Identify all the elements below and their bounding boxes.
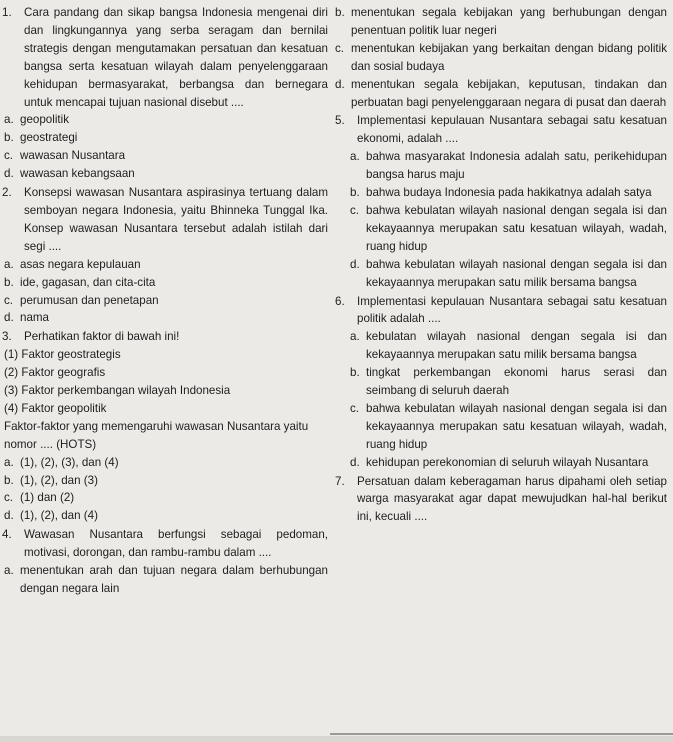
option-d[interactable]: d. menentukan segala kebijakan, keputusan, tindakan dan perbuatan bagi penyelenggaraan negara di pusat dan daerah: [335, 77, 667, 109]
question-number: 2.: [2, 186, 12, 200]
options-list: [4, 256, 328, 328]
list-item: (1) Faktor geostrategis: [4, 348, 121, 362]
question-4-continued: [335, 4, 667, 111]
options-list: [4, 562, 328, 598]
list-item: (4) Faktor geopolitik: [4, 401, 107, 415]
option-d[interactable]: d. nama: [4, 311, 50, 325]
question-2: [2, 184, 328, 327]
option-c[interactable]: c. wawasan Nusantara: [4, 149, 126, 163]
option-d[interactable]: d. bahwa kebulatan wilayah nasional dengan segala isi dan kekayaannya merupakan satu milik bersama bangsa: [350, 257, 667, 289]
question-number: 6.: [335, 294, 345, 308]
option-c[interactable]: c. bahwa kebulatan wilayah nasional dengan segala isi dan kekayaannya merupakan satu kesatuan wilayah, wadah, ruang hidup: [350, 401, 667, 451]
question-stem: Wawasan Nusantara berfungsi sebagai pedoman, motivasi, dorongan, dan rambu-rambu dalam ....: [24, 528, 328, 560]
divider: [330, 733, 673, 735]
list-item: (3) Faktor perkembangan wilayah Indonesia: [4, 384, 231, 398]
question-6: [335, 293, 667, 472]
option-a[interactable]: a. kebulatan wilayah nasional dengan segala isi dan kekayaannya merupakan satu milik bersama bangsa: [350, 330, 667, 362]
options-list: [4, 454, 328, 526]
options-list: [350, 148, 667, 291]
options-list: [4, 111, 328, 183]
option-c[interactable]: c. (1) dan (2): [4, 491, 75, 505]
list-item: (2) Faktor geografis: [4, 366, 106, 380]
question-stem: Persatuan dalam keberagaman harus dipahami oleh setiap warga masyarakat agar dapat mewujudkan hal-hal berikut ini, kecuali ....: [357, 474, 667, 524]
option-b[interactable]: b. menentukan segala kebijakan yang berhubungan dengan penentuan politik luar negeri: [335, 6, 667, 37]
question-3: [2, 328, 328, 525]
question-stem: Konsepsi wawasan Nusantara aspirasinya tertuang dalam semboyan negara Indonesia, yaitu Bhinneka Tunggal Ika. Konsep wawasan Nusantara tersebut adalah istilah dari segi ....: [24, 186, 328, 253]
question-stem: Implementasi kepulauan Nusantara sebagai satu kesatuan ekonomi, adalah ....: [357, 114, 667, 146]
option-b[interactable]: b. tingkat perkembangan ekonomi harus serasi dan seimbang di seluruh daerah: [350, 366, 667, 398]
question-number: 3.: [2, 330, 12, 344]
left-column: [2, 4, 328, 599]
option-a[interactable]: a. menentukan arah dan tujuan negara dalam berhubungan dengan negara lain: [4, 564, 328, 595]
question-number: 4.: [2, 528, 12, 542]
page-fold: [0, 736, 673, 742]
option-b[interactable]: b. ide, gagasan, dan cita-cita: [4, 275, 156, 289]
question-number: 1.: [2, 6, 12, 19]
option-d[interactable]: d. kehidupan perekonomian di seluruh wilayah Nusantara: [350, 455, 649, 469]
option-c[interactable]: c. perumusan dan penetapan: [4, 293, 159, 307]
factor-list: [4, 346, 328, 418]
option-a[interactable]: a. geopolitik: [4, 113, 69, 127]
right-column: [335, 4, 667, 527]
option-d[interactable]: d. wawasan kebangsaan: [4, 167, 135, 181]
option-b[interactable]: b. geostrategi: [4, 131, 78, 145]
option-b[interactable]: b. (1), (2), dan (3): [4, 473, 98, 487]
option-b[interactable]: b. bahwa budaya Indonesia pada hakikatnya adalah satya: [350, 186, 652, 200]
question-stem: Implementasi kepulauan Nusantara sebagai satu kesatuan politik adalah ....: [357, 294, 667, 326]
option-a[interactable]: a. asas negara kepulauan: [4, 257, 141, 271]
question-1: [2, 4, 328, 183]
question-number: 7.: [335, 474, 345, 488]
question-7: [335, 473, 667, 527]
option-d[interactable]: d. (1), (2), dan (4): [4, 509, 98, 523]
question-stem: Perhatikan faktor di bawah ini!: [24, 330, 180, 344]
option-a[interactable]: a. bahwa masyarakat Indonesia adalah satu, perikehidupan bangsa harus maju: [350, 150, 667, 182]
option-c[interactable]: c. menentukan kebijakan yang berkaitan dengan bidang politik dan sosial budaya: [335, 41, 667, 73]
option-a[interactable]: a. (1), (2), (3), dan (4): [4, 455, 119, 469]
question-stem-continued: Faktor-faktor yang memengaruhi wawasan Nusantara yaitu nomor .... (HOTS): [4, 419, 309, 451]
question-number: 5.: [335, 114, 345, 128]
question-4: [2, 526, 328, 598]
option-c[interactable]: c. bahwa kebulatan wilayah nasional dengan segala isi dan kekayaannya merupakan satu kesatuan wilayah, wadah, ruang hidup: [350, 203, 667, 253]
options-list: [350, 328, 667, 471]
options-list: [335, 4, 667, 111]
question-stem: Cara pandang dan sikap bangsa Indonesia mengenai diri dan lingkungannya yang serba seragam dan bernilai strategis dengan mengutamakan persatuan dan kesatuan bangsa serta kesatuan wilayah dalam penyelenggaraan kehidupan bermasyarakat, berbangsa dan bernegara untuk mencapai tujuan nasional disebut ....: [24, 6, 328, 109]
question-5: [335, 112, 667, 291]
